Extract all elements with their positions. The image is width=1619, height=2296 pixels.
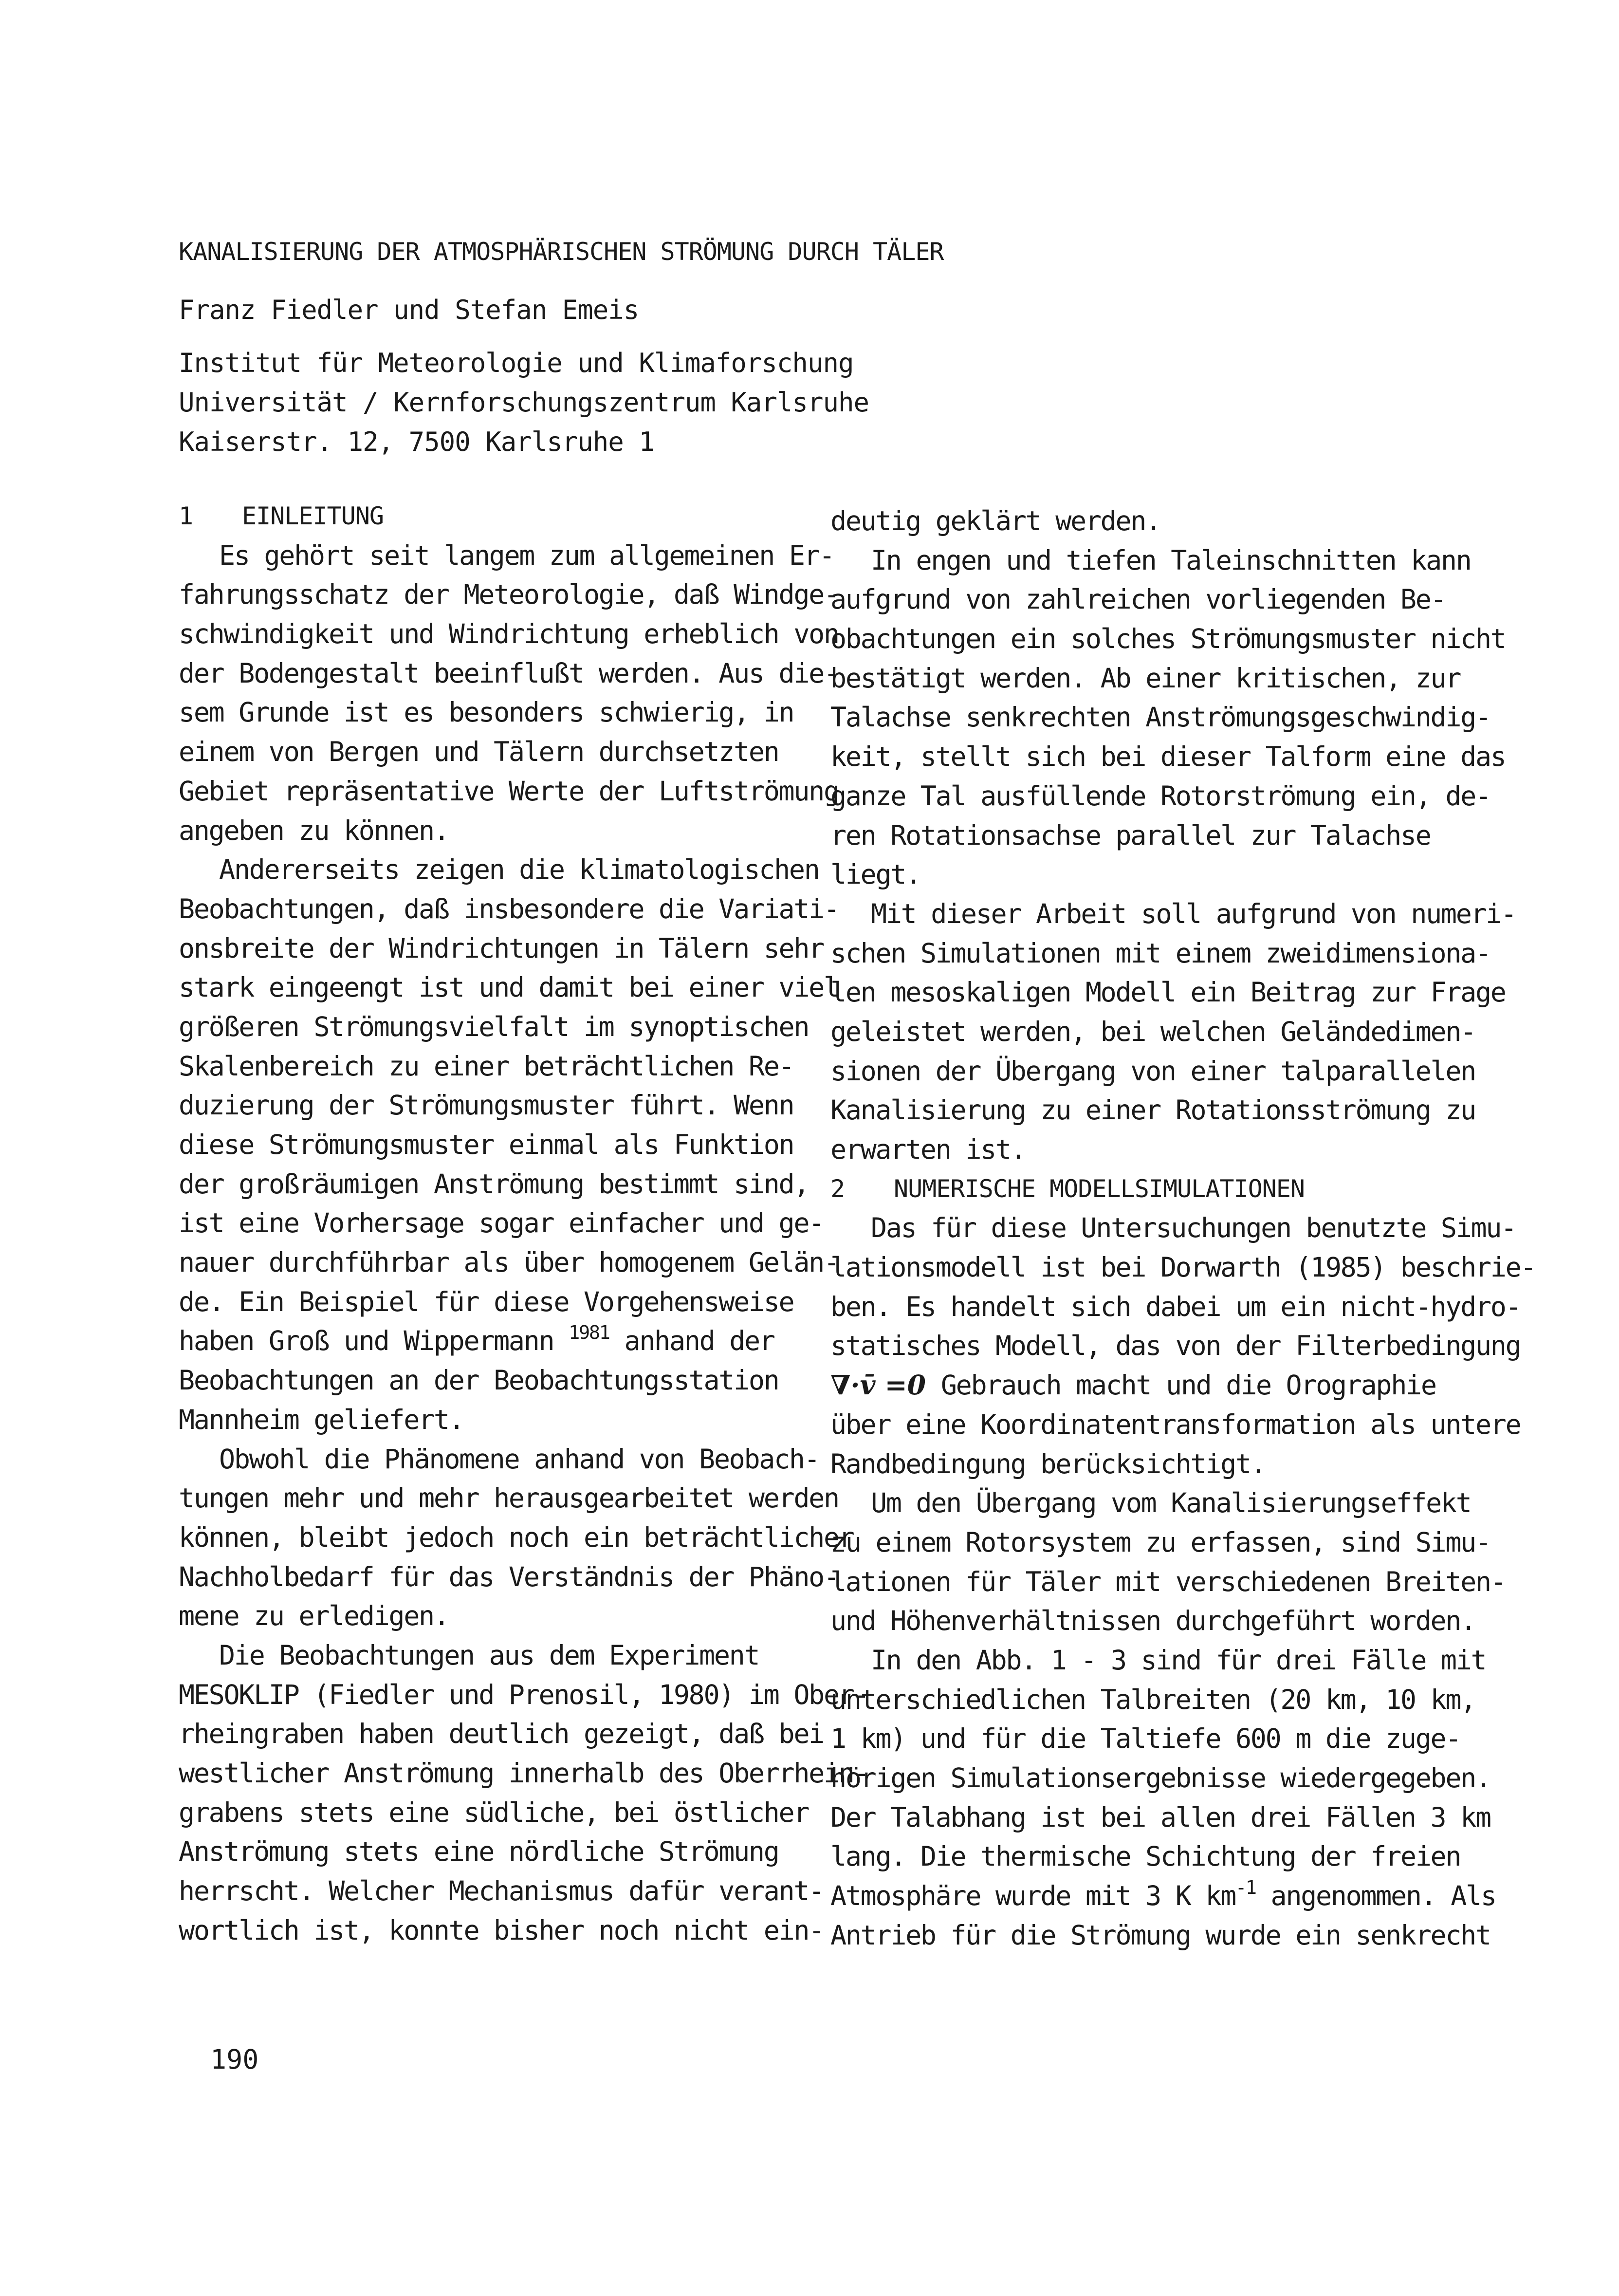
- page-number: 190: [210, 2044, 259, 2075]
- text-line: Randbedingung berücksichtigt.: [830, 1448, 1266, 1480]
- section-title: NUMERISCHE MODELLSIMULATIONEN: [894, 1174, 1305, 1203]
- text-line: rheingraben haben deutlich gezeigt, daß bei: [179, 1718, 824, 1750]
- text-line: duzierung der Strömungsmuster führt. Wenn: [179, 1090, 794, 1121]
- text-line: aufgrund von zahlreichen vorliegenden Be-: [830, 584, 1446, 615]
- text-fragment: haben Groß und Wippermann: [179, 1325, 554, 1357]
- text-line: ist eine Vorhersage sogar einfacher und ge-: [179, 1207, 824, 1239]
- text-line: geleistet werden, bei welchen Geländedimen-: [830, 1016, 1475, 1047]
- institution-line: Institut für Meteorologie und Klimaforschung: [179, 348, 854, 378]
- citation-year: 1981: [569, 1322, 609, 1344]
- paper-title: KANALISIERUNG DER ATMOSPHÄRISCHEN STRÖMUNG DURCH TÄLER: [179, 238, 944, 266]
- text-line: mene zu erledigen.: [179, 1600, 449, 1632]
- text-line: In den Abb. 1 - 3 sind für drei Fälle mit: [871, 1644, 1486, 1676]
- text-line: obachtungen ein solches Strömungsmuster nicht: [830, 623, 1506, 655]
- text-line: lationen für Täler mit verschiedenen Breiten-: [830, 1566, 1506, 1597]
- text-line: bestätigt werden. Ab einer kritischen, zur: [830, 662, 1461, 694]
- text-line: der großräumigen Anströmung bestimmt sind,: [179, 1168, 809, 1200]
- unit-exponent: -1: [1235, 1876, 1256, 1899]
- text-line: grabens stets eine südliche, bei östlicher: [179, 1796, 809, 1828]
- text-line: der Bodengestalt beeinflußt werden. Aus die-: [179, 657, 839, 689]
- text-line: hörigen Simulationsergebnisse wiedergegeben.: [830, 1762, 1490, 1794]
- text-line: über eine Koordinatentransformation als untere: [830, 1408, 1521, 1440]
- text-line: statisches Modell, das von der Filterbedingung: [830, 1330, 1521, 1362]
- text-line: keit, stellt sich bei dieser Talform eine das: [830, 741, 1506, 773]
- text-line: Nachholbedarf für das Verständnis der Phäno-: [179, 1561, 839, 1592]
- text-line: lationsmodell ist bei Dorwarth (1985) beschrie-: [830, 1252, 1536, 1283]
- text-line: liegt.: [830, 859, 920, 890]
- text-line: Die Beobachtungen aus dem Experiment: [219, 1639, 759, 1671]
- text-line: ben. Es handelt sich dabei um ein nicht-hydro-: [830, 1291, 1521, 1322]
- text-line: 1 km) und für die Taltiefe 600 m die zuge-: [830, 1723, 1461, 1755]
- text-line: Talachse senkrechten Anströmungsgeschwindig-: [830, 702, 1490, 733]
- text-line: Das für diese Untersuchungen benutzte Simu-: [871, 1212, 1516, 1244]
- institution-block: [179, 343, 869, 462]
- text-line: erwarten ist.: [830, 1134, 1026, 1165]
- text-line: Mit dieser Arbeit soll aufgrund von numeri-: [871, 898, 1516, 929]
- text-line: sem Grunde ist es besonders schwierig, in: [179, 697, 794, 728]
- text-line: Mannheim geliefert.: [179, 1404, 464, 1435]
- text-line: Beobachtungen an der Beobachtungsstation: [179, 1365, 779, 1396]
- text-line: und Höhenverhältnissen durchgeführt worden.: [830, 1605, 1475, 1637]
- text-line: ren Rotationsachse parallel zur Talachse: [830, 819, 1431, 851]
- section-heading: [179, 497, 802, 536]
- text-line: schwindigkeit und Windrichtung erheblich von: [179, 618, 839, 650]
- text-line: nauer durchführbar als über homogenem Gelän-: [179, 1247, 839, 1278]
- continuity-equation: ∇·v̄ =0: [830, 1369, 926, 1401]
- section-number: 1: [179, 502, 193, 530]
- text-line: [179, 1321, 802, 1361]
- institution-line: Kaiserstr. 12, 7500 Karlsruhe 1: [179, 426, 654, 457]
- text-line: [830, 1876, 1496, 1916]
- text-fragment: angenommen. Als: [1270, 1880, 1496, 1912]
- text-line: stark eingeengt ist und damit bei einer viel: [179, 972, 839, 1003]
- text-line: Um den Übergang vom Kanalisierungseffekt: [871, 1487, 1471, 1519]
- text-fragment: Gebrauch macht und die Orographie: [940, 1370, 1436, 1401]
- text-line: Andererseits zeigen die klimatologischen: [219, 854, 819, 886]
- text-line: fahrungsschatz der Meteorologie, daß Windge-: [179, 579, 839, 611]
- text-line: Gebiet repräsentative Werte der Luftströmung: [179, 775, 839, 807]
- text-line: einem von Bergen und Tälern durchsetzten: [179, 736, 779, 768]
- text-line: herrscht. Welcher Mechanismus dafür verant-: [179, 1875, 824, 1907]
- text-line: zu einem Rotorsystem zu erfassen, sind Simu-: [830, 1526, 1490, 1558]
- text-line: In engen und tiefen Taleinschnitten kann: [871, 544, 1471, 576]
- section-title: EINLEITUNG: [242, 502, 384, 530]
- text-fragment: Atmosphäre wurde mit 3 K km: [830, 1880, 1235, 1912]
- right-column: [830, 501, 1536, 1955]
- text-line: Kanalisierung zu einer Rotationsströmung zu: [830, 1094, 1475, 1126]
- text-line: Obwohl die Phänomene anhand von Beobach-: [219, 1443, 819, 1475]
- text-line: Es gehört seit langem zum allgemeinen Er-: [219, 539, 834, 571]
- section-number: 2: [830, 1174, 845, 1203]
- text-line: Der Talabhang ist bei allen drei Fällen 3 km: [830, 1801, 1490, 1833]
- text-line: schen Simulationen mit einem zweidimensiona-: [830, 937, 1490, 969]
- text-line: Anströmung stets eine nördliche Strömung: [179, 1836, 779, 1868]
- text-line: sionen der Übergang von einer talparallelen: [830, 1055, 1475, 1087]
- text-line: onsbreite der Windrichtungen in Tälern sehr: [179, 932, 824, 964]
- text-line: Skalenbereich zu einer beträchtlichen Re-: [179, 1050, 794, 1082]
- text-fragment: anhand der: [624, 1325, 774, 1357]
- text-line: wortlich ist, konnte bisher noch nicht ein-: [179, 1914, 824, 1946]
- text-line: unterschiedlichen Talbreiten (20 km, 10 km,: [830, 1684, 1475, 1715]
- institution-line: Universität / Kernforschungszentrum Karlsruhe: [179, 387, 869, 418]
- text-line: de. Ein Beispiel für diese Vorgehensweise: [179, 1286, 794, 1317]
- text-line: angeben zu können.: [179, 815, 449, 846]
- text-line: [830, 1366, 1458, 1405]
- text-line: lang. Die thermische Schichtung der freien: [830, 1841, 1461, 1872]
- left-column: [179, 497, 869, 1950]
- text-line: diese Strömungsmuster einmal als Funktion: [179, 1129, 794, 1160]
- text-line: Beobachtungen, daß insbesondere die Variati-: [179, 893, 839, 925]
- text-line: len mesoskaligen Modell ein Beitrag zur Frage: [830, 977, 1506, 1008]
- text-line: tungen mehr und mehr herausgearbeitet werden: [179, 1482, 839, 1514]
- text-line: MESOKLIP (Fiedler und Prenosil, 1980) im Ober-: [179, 1679, 869, 1710]
- text-line: westlicher Anströmung innerhalb des Oberrhein-: [179, 1758, 869, 1789]
- text-line: ganze Tal ausfüllende Rotorströmung ein, de-: [830, 780, 1490, 812]
- section-heading: [830, 1169, 1458, 1209]
- paper-authors: Franz Fiedler und Stefan Emeis: [179, 295, 639, 325]
- text-line: können, bleibt jedoch noch ein beträchtlicher: [179, 1521, 854, 1553]
- text-line: Antrieb für die Strömung wurde ein senkrecht: [830, 1919, 1490, 1951]
- text-line: größeren Strömungsvielfalt im synoptischen: [179, 1011, 809, 1042]
- text-line: deutig geklärt werden.: [830, 505, 1160, 537]
